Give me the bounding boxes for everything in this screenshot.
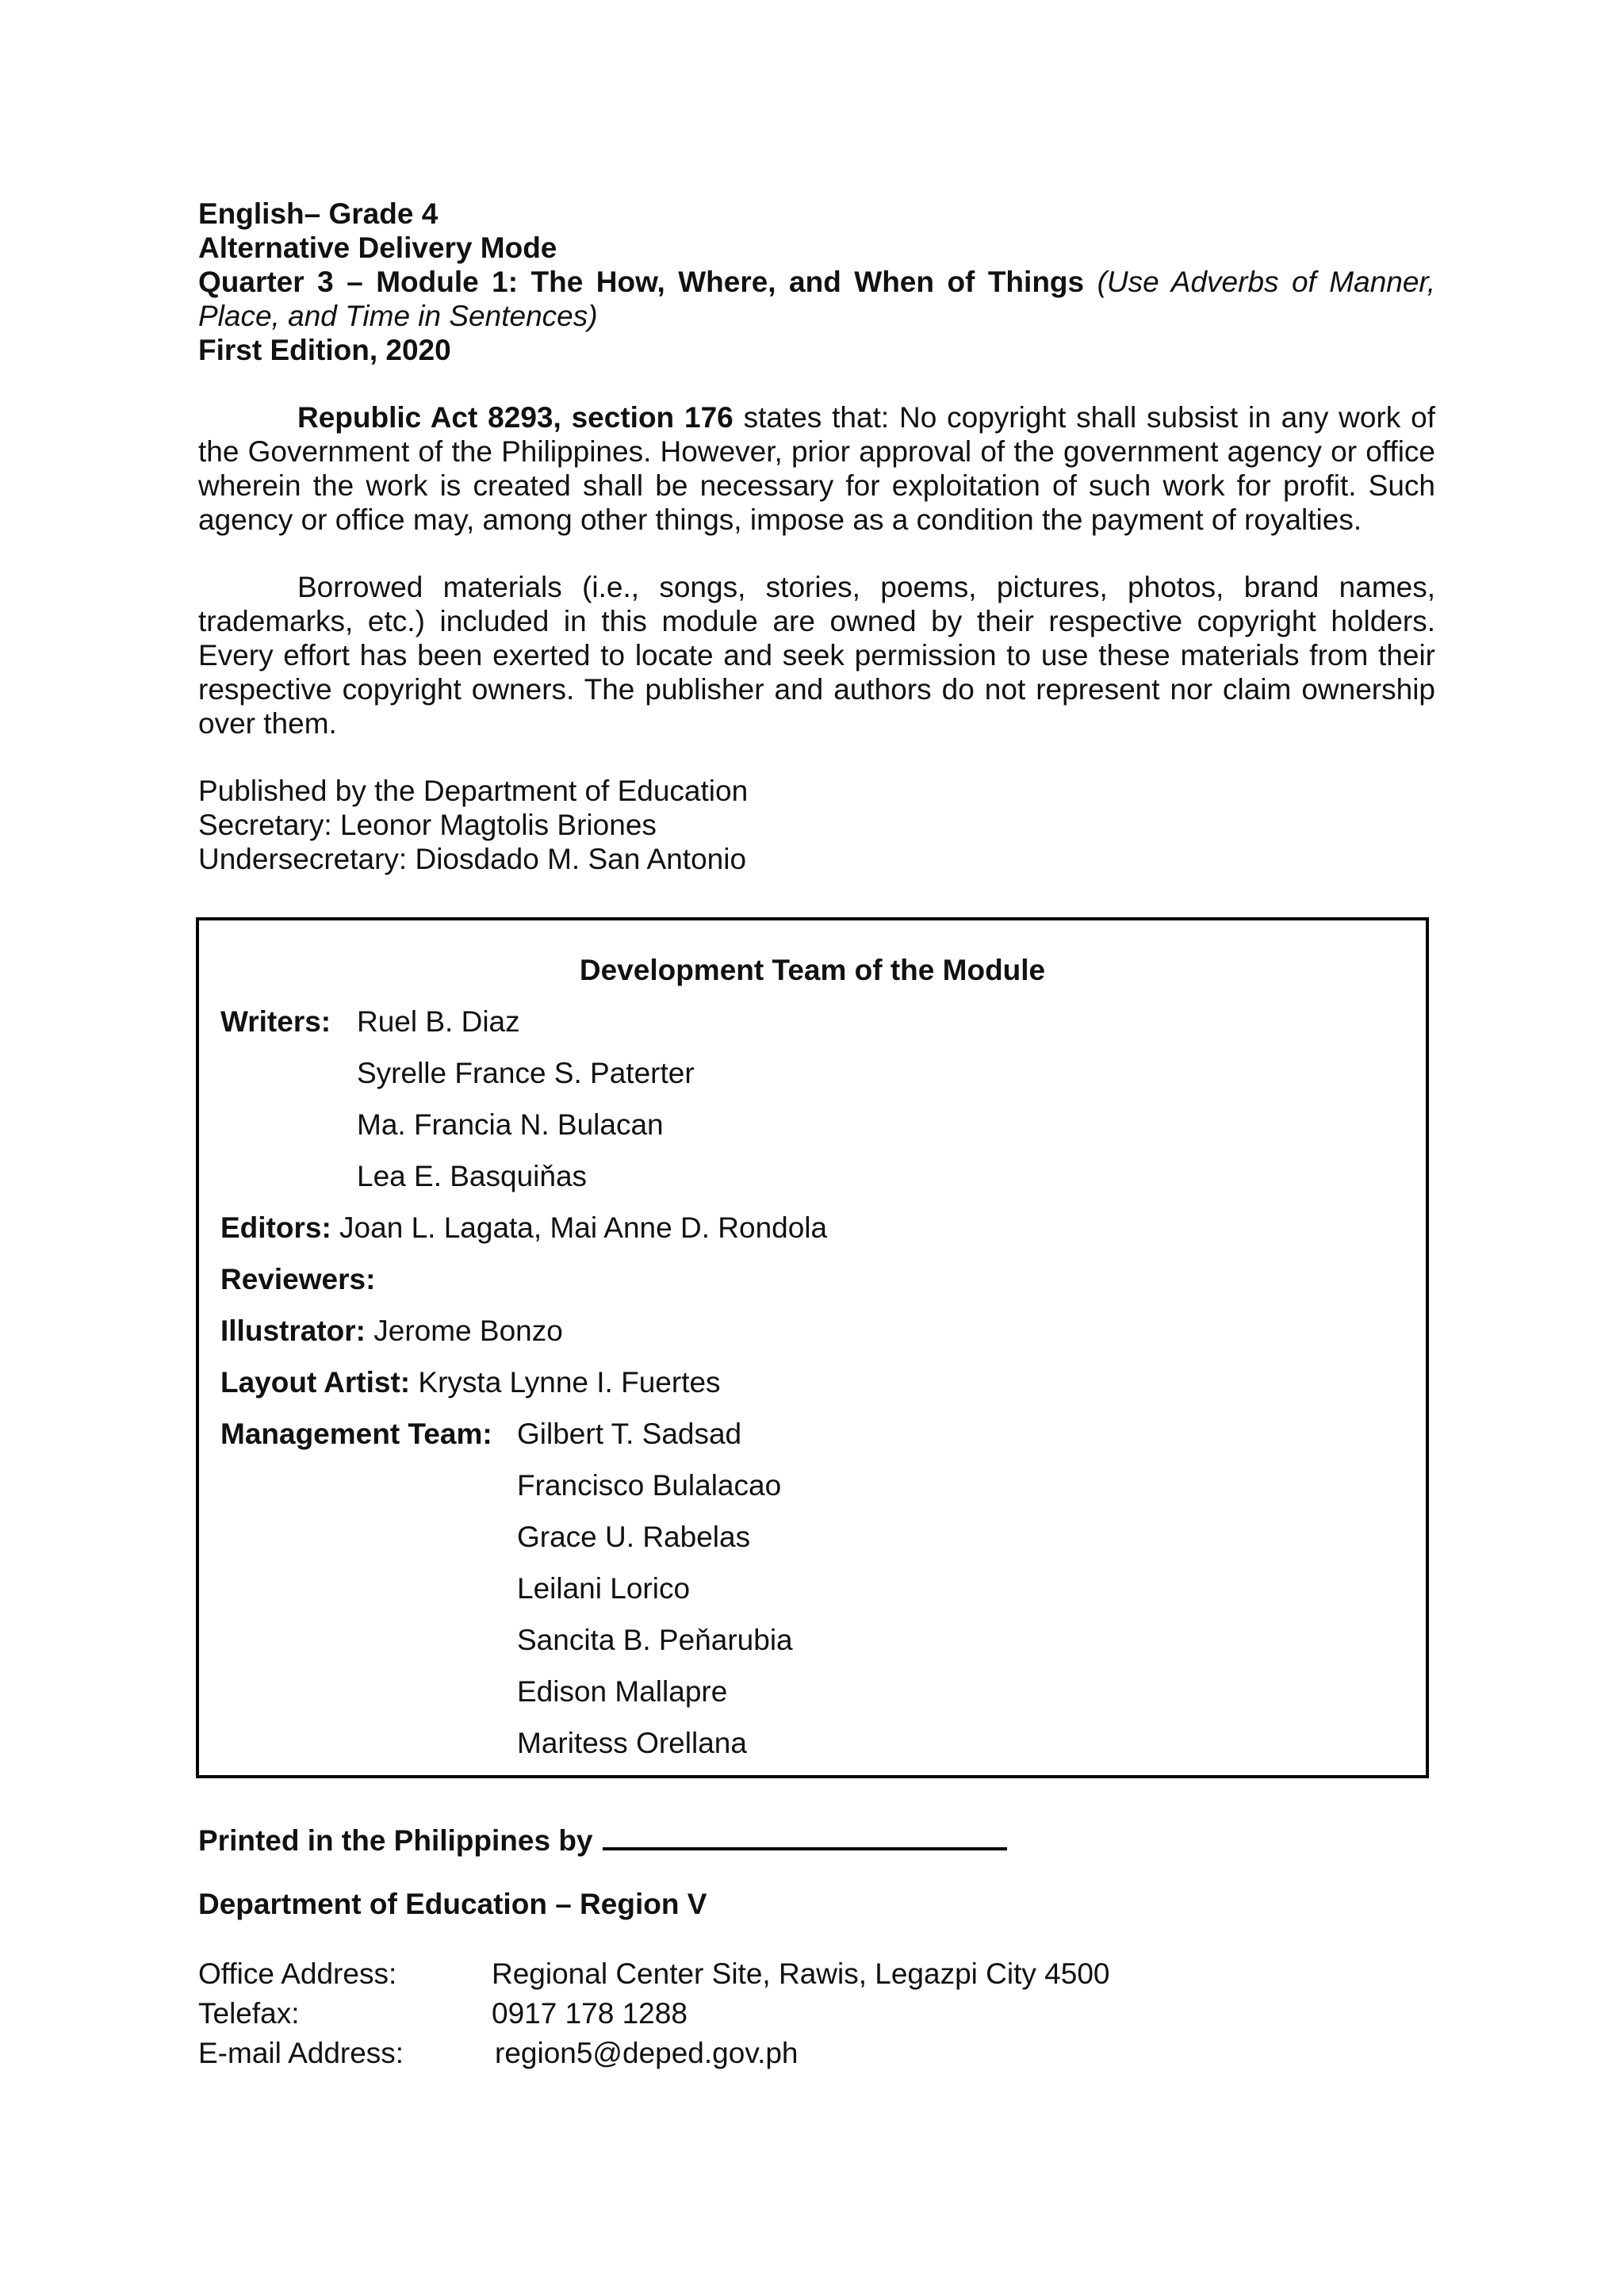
illustrator-label: Illustrator: [220,1314,366,1347]
editors-row [220,1211,827,1245]
module-title-italic-2: Place, and Time in Sentences) [198,300,598,332]
publisher-block [198,774,1435,876]
reviewers-row [220,1262,375,1296]
email-row [198,2036,1435,2070]
module-title-italic-1: (Use Adverbs of Manner, [1097,266,1435,298]
office-address-row [198,1957,1435,1991]
secretary: Secretary: Leonor Magtolis Briones [198,809,657,841]
subject-line: English– Grade 4 [198,197,439,230]
copyright-paragraph [198,400,1435,537]
writers-label: Writers: [220,1005,331,1038]
management-member: Maritess Orellana [517,1727,747,1759]
telefax-label: Telefax: [198,1997,300,2030]
editors-names: Joan L. Lagata, Mai Anne D. Rondola [331,1211,828,1244]
republic-act-ref: Republic Act 8293, section 176 [297,401,733,434]
mode-line: Alternative Delivery Mode [198,232,557,264]
printed-line [198,1819,1435,1858]
layout-artist-row [220,1365,721,1399]
editors-label: Editors: [220,1211,331,1244]
development-team-box [196,917,1429,1778]
management-member: Leilani Lorico [517,1572,691,1605]
borrowed-materials-paragraph: Borrowed materials (i.e., songs, stories, poems, pictures, photos, brand names, trademarks, etc.) included in this module are owned by their respective copyright holders. Every effort has been exerted to locate and seek permission to use these materials from their respective copyright owners. The publisher and authors do not represent nor claim ownership over them. [198,571,1435,740]
telefax-value: 0917 178 1288 [492,1997,688,2030]
writer-name: Syrelle France S. Paterter [357,1057,695,1089]
module-title-bold: Quarter 3 – Module 1: The How, Where, and When of Things [198,266,1085,298]
management-member: Sancita B. Peňarubia [517,1624,793,1656]
edition-line: First Edition, 2020 [198,334,451,366]
illustrator-name: Jerome Bonzo [365,1314,563,1347]
writer-name: Ma. Francia N. Bulacan [357,1108,664,1141]
reviewers-label: Reviewers: [220,1263,376,1295]
management-member: Edison Mallapre [517,1675,728,1708]
writer-name: Ruel B. Diaz [357,1005,520,1038]
layout-artist-label: Layout Artist: [220,1366,411,1399]
writer-name: Lea E. Basquiňas [357,1160,588,1192]
printed-label: Printed in the Philippines by [198,1824,593,1857]
office-address-label: Office Address: [198,1957,397,1990]
writers-row [220,1004,331,1039]
region-heading: Department of Education – Region V [198,1888,707,1920]
module-title [198,265,1435,333]
telefax-row [198,1996,1435,2030]
team-title: Development Team of the Module [579,954,1046,986]
management-member: Grace U. Rabelas [517,1521,751,1553]
undersecretary: Undersecretary: Diosdado M. San Antonio [198,843,747,875]
management-label: Management Team: [220,1418,492,1450]
email-label: E-mail Address: [198,2037,404,2069]
illustrator-row [220,1314,563,1348]
layout-artist-name: Krysta Lynne I. Fuertes [410,1366,721,1399]
email-value[interactable]: region5@deped.gov.ph [495,2037,799,2069]
management-member: Francisco Bulalacao [517,1469,782,1502]
document-body [198,197,1435,876]
office-address-value: Regional Center Site, Rawis, Legazpi City 4500 [492,1957,1110,1990]
copyright-text: states that: No copyright shall subsist in any work of the Government of the Philippines. However, prior approval of the government agency or office wherein the work is created shall be necessary for exploitation of such work for profit. Such agency or office may, among other things, impose as a condition the payment of royalties. [198,401,1435,536]
published-by: Published by the Department of Education [198,775,749,807]
management-row [220,1417,492,1451]
management-member: Gilbert T. Sadsad [517,1418,742,1450]
printer-blank-line [603,1819,1007,1850]
